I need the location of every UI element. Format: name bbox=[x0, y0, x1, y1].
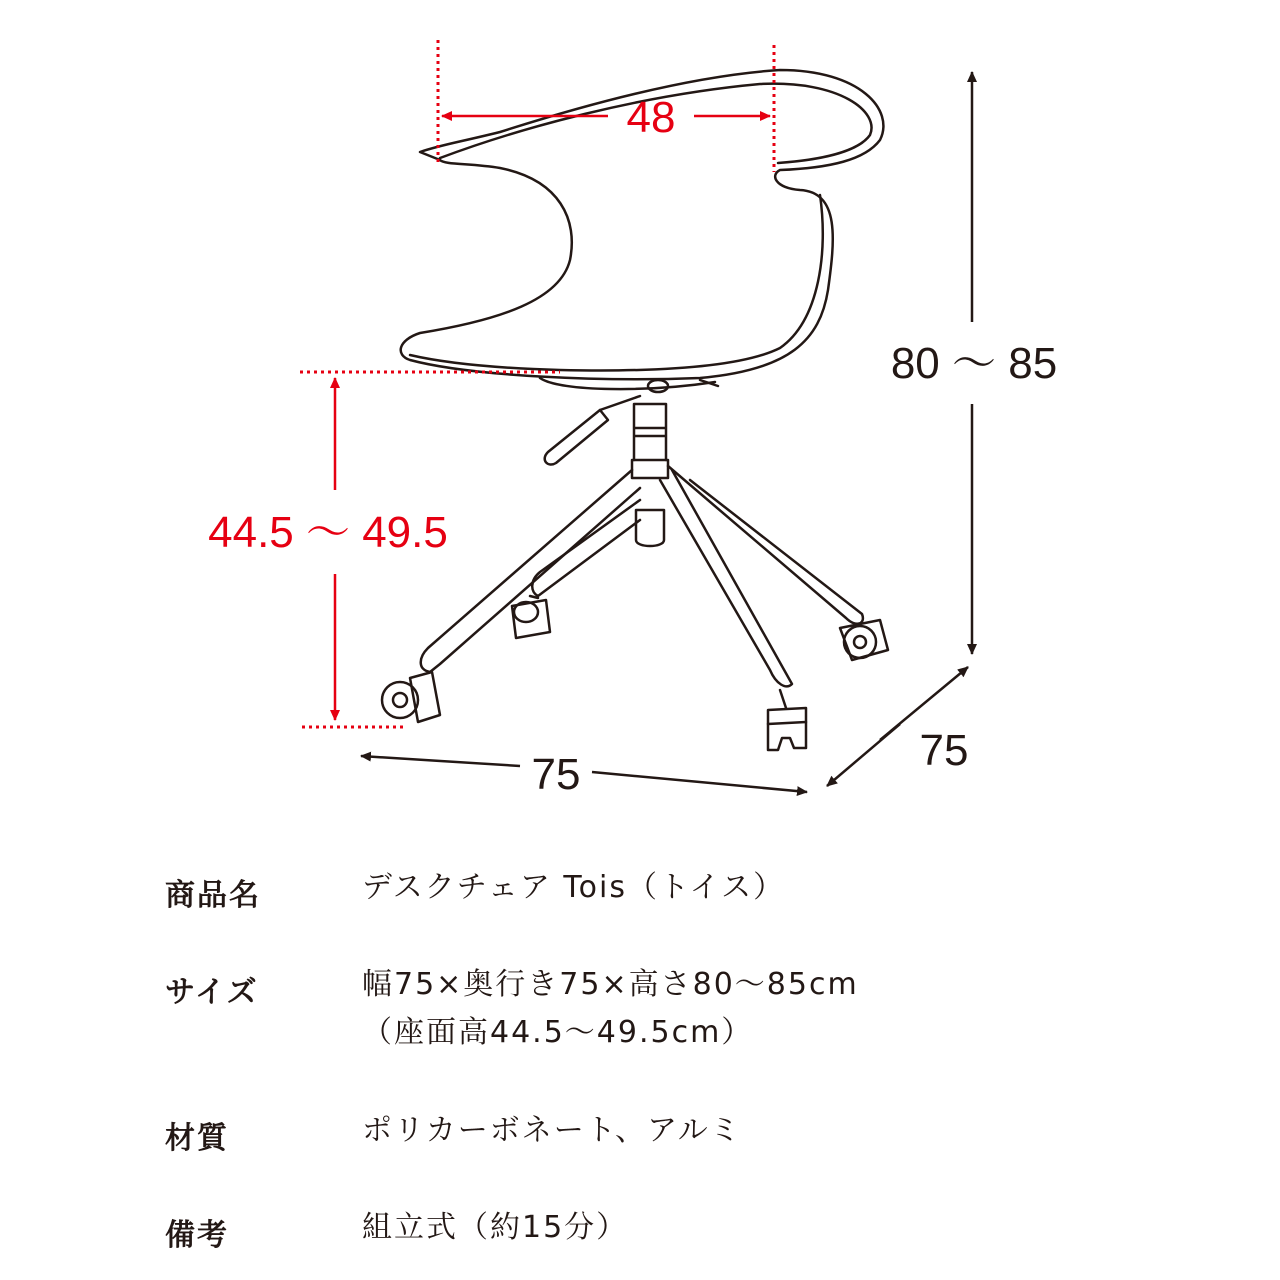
width-arrow-right bbox=[592, 772, 807, 792]
spec-value-size-line2: （座面高44.5〜49.5cm） bbox=[362, 1015, 754, 1050]
spec-label-material: 材質 bbox=[165, 1121, 229, 1156]
width-label: 75 bbox=[531, 750, 581, 799]
seat-width-label: 48 bbox=[626, 93, 676, 142]
chair-shell-rim-lower bbox=[410, 195, 823, 370]
depth-dimension bbox=[827, 667, 968, 786]
chair-drawing bbox=[382, 70, 888, 750]
leg-front-left bbox=[421, 470, 640, 672]
seat-height-dimension bbox=[208, 372, 560, 727]
gas-cylinder bbox=[634, 404, 666, 460]
caster-back-left bbox=[512, 596, 550, 638]
spec-value-size-line1: 幅75×奥行き75×高さ80〜85cm bbox=[362, 967, 859, 1002]
leg-back-left bbox=[532, 500, 640, 596]
width-arrow-left bbox=[361, 756, 520, 766]
seat-knob bbox=[648, 380, 668, 392]
caster-front-right bbox=[768, 690, 806, 750]
width-dimension bbox=[361, 750, 807, 799]
spec-label-notes: 備考 bbox=[165, 1218, 229, 1253]
leg-front-right bbox=[660, 470, 792, 686]
depth-label: 75 bbox=[919, 726, 969, 775]
base-hub bbox=[632, 460, 668, 478]
spec-label-size: サイズ bbox=[165, 975, 259, 1010]
spec-label-product-name: 商品名 bbox=[165, 878, 261, 913]
seat-width-dimension bbox=[438, 40, 774, 172]
gas-lever bbox=[545, 410, 608, 465]
caster-back-right bbox=[840, 620, 888, 660]
height-label: 80 ～ 85 bbox=[890, 339, 1058, 388]
depth-arrow-reverse bbox=[827, 724, 900, 786]
seat-height-label: 44.5 ～ 49.5 bbox=[208, 508, 448, 557]
spec-value-product-name: デスクチェア Tois（トイス） bbox=[362, 870, 786, 905]
caster-front-left bbox=[382, 672, 440, 722]
spec-value-material: ポリカーボネート、アルミ bbox=[362, 1113, 742, 1148]
height-dimension bbox=[891, 72, 1057, 654]
center-cap bbox=[636, 510, 664, 546]
spec-value-notes: 組立式（約15分） bbox=[362, 1210, 629, 1245]
